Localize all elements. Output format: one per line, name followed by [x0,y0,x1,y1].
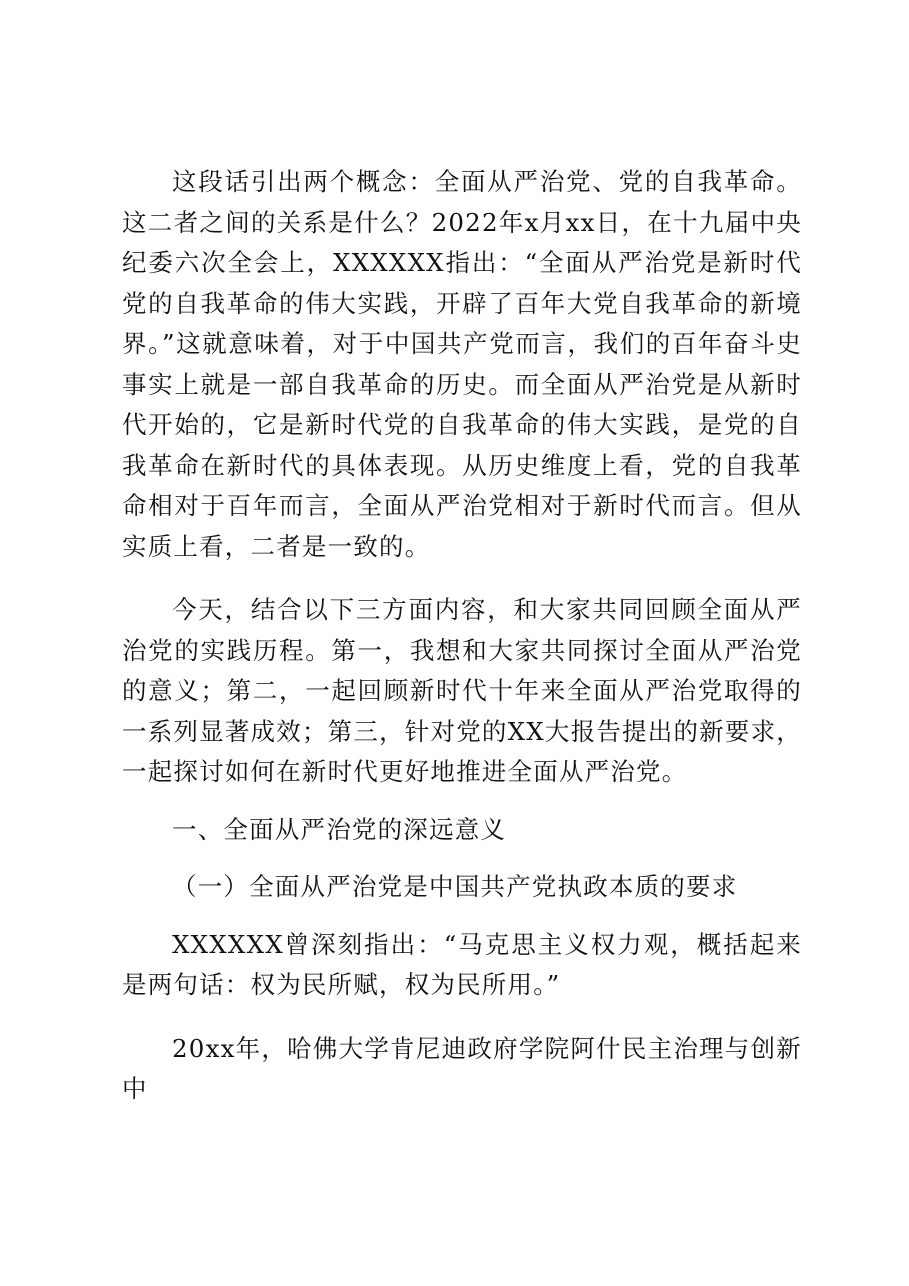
paragraph-concepts: 这段话引出两个概念：全面从严治党、党的自我革命。这二者之间的关系是什么？2022年x月xx日，在十九届中央纪委六次全会上，XXXXXX指出：“全面从严治党是新时代党的自我革命的伟大实践，开辟了百年大党自我革命的新境界。”这就意味着，对于中国共产党而言，我们的百年奋斗史事实上就是一部自我革命的历史。而全面从严治党是从新时代开始的，它是新时代党的自我革命的伟大实践，是党的自我革命在新时代的具体表现。从历史维度上看，党的自我革命相对于百年而言，全面从严治党相对于新时代而言。但从实质上看，二者是一致的。 [122,167,802,561]
paragraph-outline: 今天，结合以下三方面内容，和大家共同回顾全面从严治党的实践历程。第一，我想和大家共同探讨全面从严治党的意义；第二，一起回顾新时代十年来全面从严治党取得的一系列显著成效；第三，针对党的XX大报告提出的新要求，一起探讨如何在新时代更好地推进全面从严治党。 [122,595,802,786]
paragraph-quote: XXXXXX曾深刻指出：“马克思主义权力观，概括起来是两句话：权为民所赋，权为民所用。” [122,929,802,999]
paragraph-harvard: 20xx年，哈佛大学肯尼迪政府学院阿什民主治理与创新中 [122,1033,802,1103]
section-heading: 一、全面从严治党的深远意义 [172,814,507,844]
document-body [122,162,802,1110]
subsection-heading: （一）全面从严治党是中国共产党执政本质的要求 [172,872,738,901]
